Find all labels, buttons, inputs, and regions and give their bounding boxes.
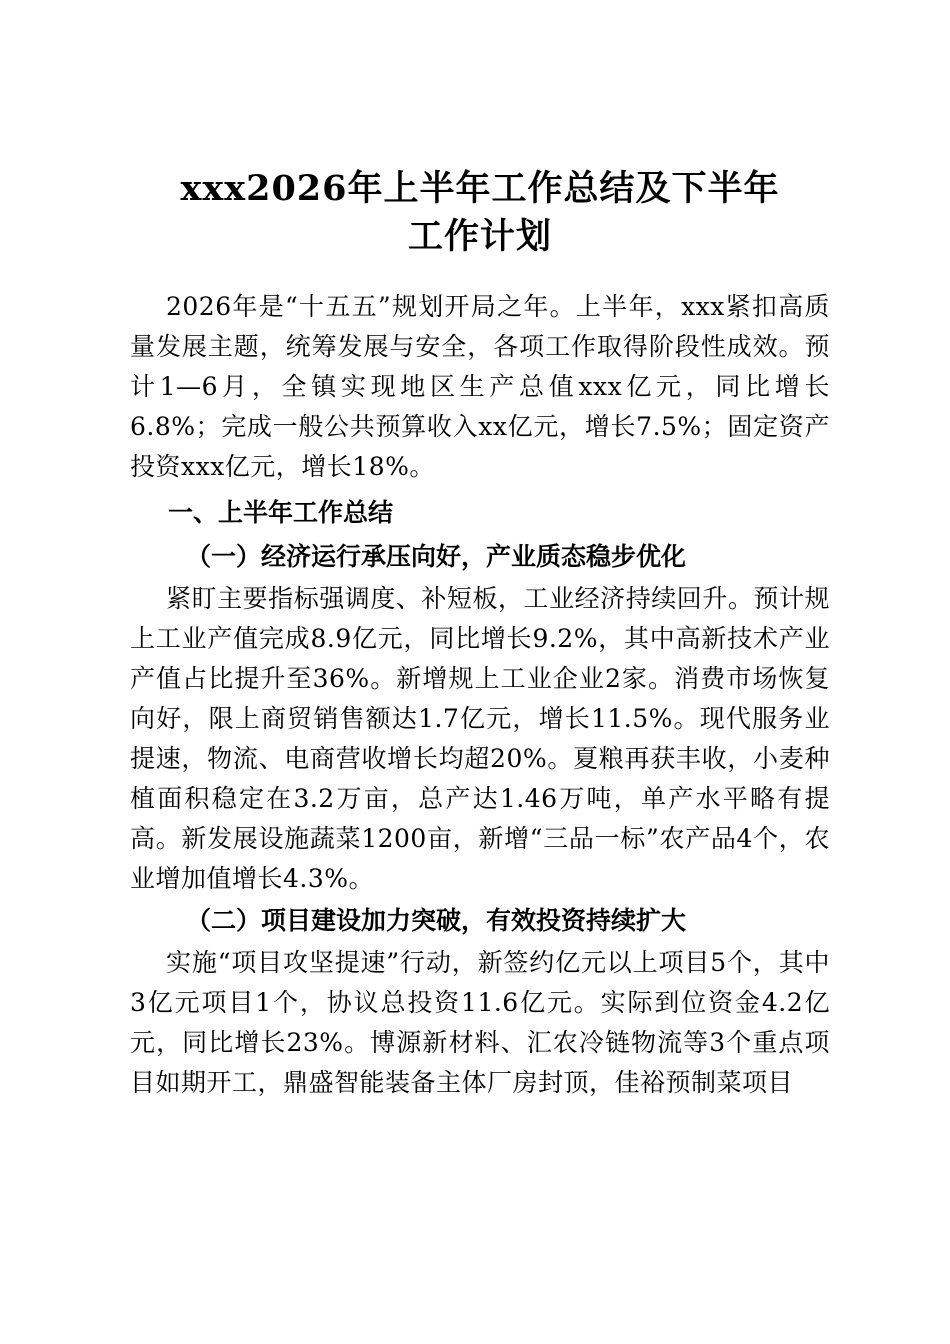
subsection-body-2: 实施“项目攻坚提速”行动，新签约亿元以上项目5个，其中3亿元项目1个，协议总投资11.6亿元。实际到位资金4.2亿元，同比增长23%。博源新材料、汇农冷链物流等3个重点项目如期开工，鼎盛智能装备主体厂房封顶，佳裕预制菜项目	[130, 948, 830, 1097]
title-line-1: xxx2026年上半年工作总结及下半年	[180, 168, 780, 209]
title-line-2: 工作计划	[407, 216, 552, 257]
subsection-heading-1: （一）经济运行承压向好，产业质态稳步优化	[186, 542, 687, 571]
subsection-body-1: 紧盯主要指标强调度、补短板，工业经济持续回升。预计规上工业产值完成8.9亿元，同比增长9.2%，其中高新技术产业产值占比提升至36%。新增规上工业企业2家。消费市场恢复向好，限上商贸销售额达1.7亿元，增长11.5%。现代服务业提速，物流、电商营收增长均超20%。夏粮再获丰收，小麦种植面积稳定在3.2万亩，总产达1.46万吨，单产水平略有提高。新发展设施蔬菜1200亩，新增“三品一标”农产品4个，农业增加值增长4.3%。	[130, 584, 830, 893]
document-page	[130, 165, 830, 1103]
document-title	[130, 165, 830, 261]
section-heading: 一、上半年工作总结	[168, 498, 394, 527]
subsection-heading-2: （二）项目建设加力突破，有效投资持续扩大	[186, 906, 687, 935]
intro-paragraph: 2026年是“十五五”规划开局之年。上半年，xxx紧扣高质量发展主题，统筹发展与安全，各项工作取得阶段性成效。预计1—6月，全镇实现地区生产总值xxx亿元，同比增长6.8%；完成一般公共预算收入xx亿元，增长7.5%；固定资产投资xxx亿元，增长18%。	[130, 292, 830, 481]
